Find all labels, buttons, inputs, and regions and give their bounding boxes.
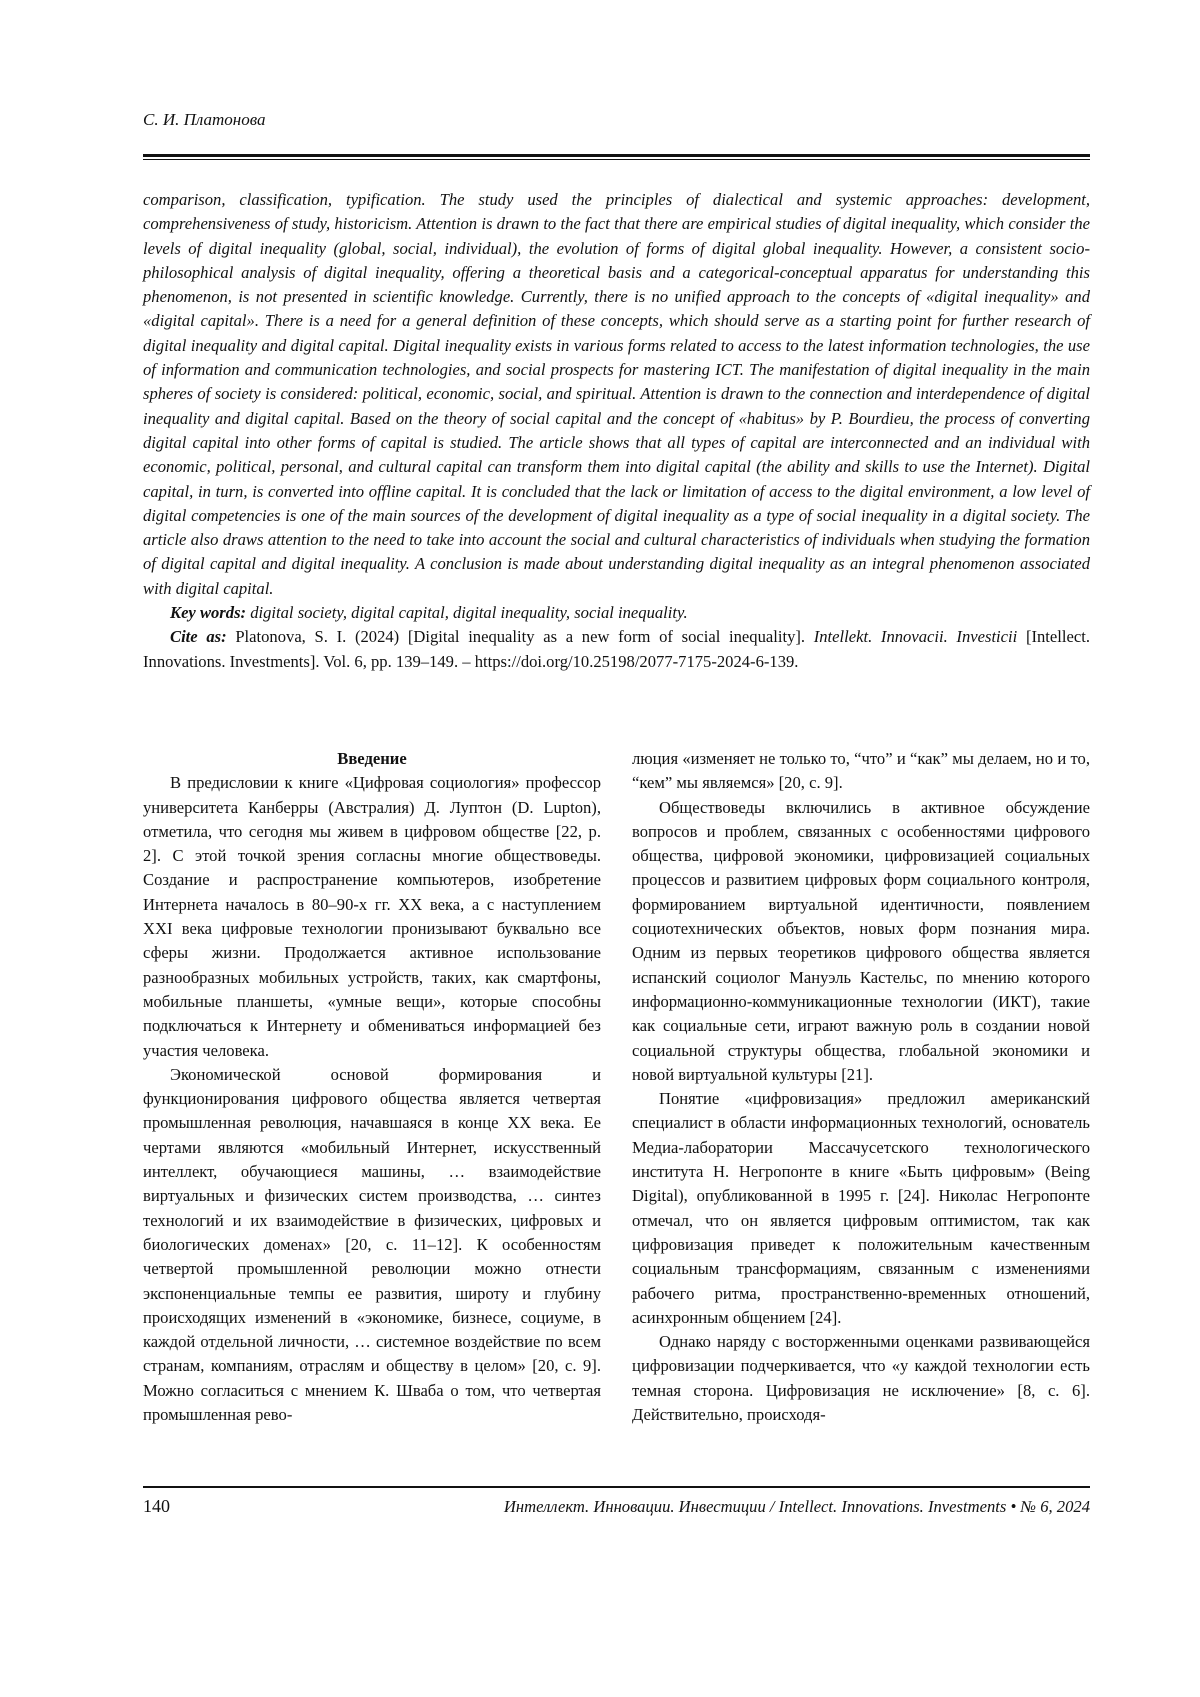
left-column — [143, 747, 601, 1427]
running-head-author: С. И. Платонова — [143, 110, 266, 129]
header-rule — [143, 154, 1090, 160]
cite-journal: Intellekt. Innovacii. Investicii — [813, 627, 1018, 647]
right-column — [632, 747, 1090, 1427]
keywords-line — [143, 601, 1090, 625]
paragraph: Экономической основой формирования и функционирования цифрового общества является четвертая промышленная революция, начавшаяся в конце XX века. Ее чертами являются «мобильный Интернет, искусственный интеллект, обучающиеся машины, … взаимодействие виртуальных и физических систем производства, … синтез технологий и их взаимодействие в физических, цифровых и биологических доменах» [20, с. 11–12]. К особенностям четвертой промышленной революции можно отнести экспоненциальные темпы ее развития, широту и глубину происходящих изменений в «экономике, бизнесе, социуме, в каждой отдельной личности, … системное воздействие по всем странам, компаниям, отраслям и обществу в целом» [20, с. 9]. Можно согласиться с мнением К. Шваба о том, что четвертая промышленная рево- — [143, 1064, 601, 1425]
cite-label: Cite as: — [170, 627, 227, 647]
page-number: 140 — [143, 1496, 170, 1516]
footer-rule — [143, 1486, 1090, 1488]
keywords-value: digital society, digital capital, digital inequality, social inequality. — [246, 603, 688, 623]
paragraph: Однако наряду с восторженными оценками развивающейся цифровизации подчеркивается, что «у каждой технологии есть темная сторона. Цифровизация не исключение» [8, с. 6]. Действительно, происходя- — [632, 1332, 1090, 1425]
abstract-block — [143, 188, 1090, 674]
paragraph: люция «изменяет не только то, “что” и “как” мы делаем, но и то, “кем” мы являемся» [20, с. 9]. — [632, 749, 1090, 793]
citation-line — [143, 625, 1090, 674]
section-heading: Введение — [337, 749, 407, 768]
journal-footer: Интеллект. Инновации. Инвестиции / Intellect. Innovations. Investments • № 6, 2024 — [503, 1497, 1090, 1516]
paragraph: Обществоведы включились в активное обсуждение вопросов и проблем, связанных с особенностями цифрового общества, цифровой экономики, цифровизацией социальных процессов и развитием цифровых форм социального контроля, формированием виртуальной идентичности, появлением социотехнических объектов, новых форм познания мира. Одним из первых теоретиков цифрового общества является испанский социолог Мануэль Кастельс, по мнению которого информационно-коммуникационные технологии (ИКТ), такие как социальные сети, играют важную роль в создании новой социальной структуры общества, глобальной экономики и новой виртуальной культуры [21]. — [632, 797, 1090, 1084]
paragraph: В предисловии к книге «Цифровая социология» профессор университета Канберры (Австралия) Д. Луптон (D. Lupton), отметила, что сегодня мы живем в цифровом обществе [22, p. 2]. С этой точкой зрения согласны многие обществоведы. Создание и распространение компьютеров, изобретение Интернета началось в 80–90-х гг. XX века, а с наступлением XXI века цифровые технологии пронизывают буквально все сферы жизни. Продолжается активное использование разнообразных мобильных устройств, таких, как смартфоны, мобильные планшеты, «умные вещи», которые способны подключаться к Интернету и обмениваться информацией без участия человека. — [143, 773, 601, 1060]
abstract-text: comparison, classification, typification. The study used the principles of dialectical and systemic approaches: development, comprehensiveness of study, historicism. Attention is drawn to the fact that there are empirical studies of digital inequality, which consider the levels of digital inequality (global, social, individual), the evolution of forms of digital global inequality. However, a consistent socio-philosophical analysis of digital inequality, offering a theoretical basis and a categorical-conceptual apparatus for understanding this phenomenon, is not presented in scientific knowledge. Currently, there is no unified approach to the concepts of «digital inequality» and «digital capital». There is a need for a general definition of these concepts, which should serve as a starting point for further research of digital inequality and digital capital. Digital inequality exists in various forms related to access to the latest information technologies, the use of information and communication technologies, and social prospects for mastering ICT. The manifestation of digital inequality in the main spheres of society is considered: political, economic, social, and spiritual. Attention is drawn to the connection and interdependence of digital inequality and digital capital. Based on the theory of social capital and the concept of «habitus» by P. Bourdieu, the process of converting digital capital into other forms of capital is studied. The article shows that all types of capital are interconnected and an individual with economic, political, personal, and cultural capital can transform them into digital capital (the ability and skills to use the Internet). Digital capital, in turn, is converted into offline capital. It is concluded that the lack or limitation of access to the digital environment, a low level of digital competencies is one of the main sources of the development of digital inequality as a type of social inequality in a digital society. The article also draws attention to the need to take into account the social and cultural characteristics of individuals when studying the formation of digital capital and digital inequality. A conclusion is made about understanding digital inequality as an integral phenomenon associated with digital capital. — [143, 190, 1090, 598]
paragraph: Понятие «цифровизация» предложил американский специалист в области информационных технологий, основатель Медиа-лаборатории Массачусетского технологического института Н. Негропонте в книге «Быть цифровым» (Being Digital), опубликованной в 1995 г. [24]. Николас Негропонте отмечал, что он является цифровым оптимистом, так как цифровизация приведет к положительным качественным социальным трансформациям, связанным с изменениями рабочего ритма, пространственно-временных отношений, асинхронным общением [24]. — [632, 1089, 1090, 1327]
keywords-label: Key words: — [170, 603, 247, 623]
cite-suffix: [Intellect. Innovations. Investments]. Vol. 6, pp. 139–149. – https://doi.org/10.25198/2077-7175-2024-6-139. — [143, 627, 1090, 671]
cite-prefix: Platonova, S. I. (2024) [Digital inequality as a new form of social inequality]. — [226, 627, 814, 647]
